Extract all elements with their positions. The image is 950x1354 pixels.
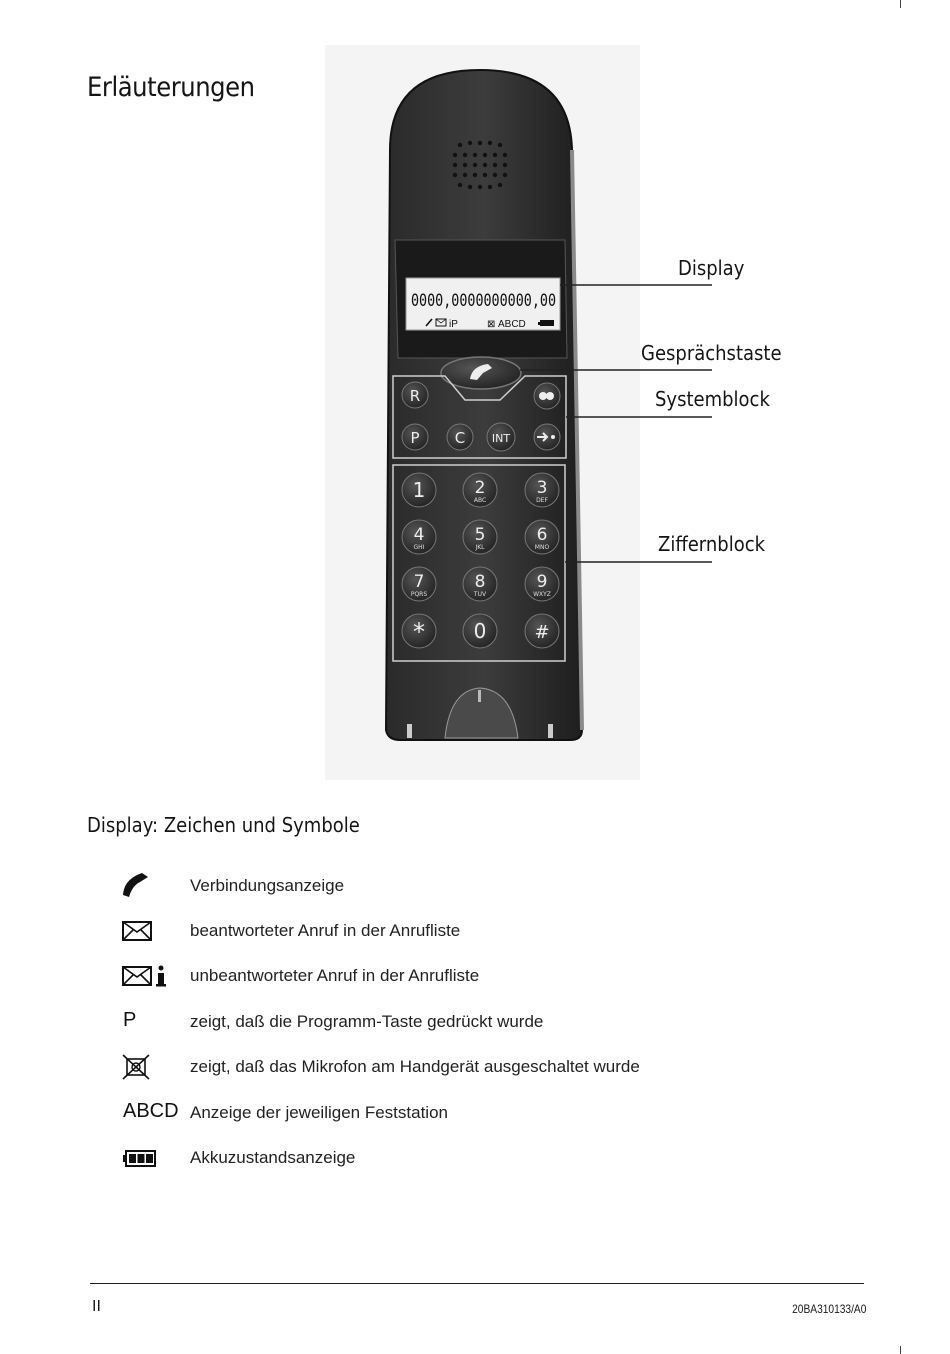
- callout-system-block: Systemblock: [655, 387, 770, 411]
- svg-text:#: #: [534, 622, 550, 643]
- svg-text:⊠: ⊠: [487, 319, 496, 330]
- key-5: [463, 520, 497, 554]
- crop-mark-bottom: [900, 1346, 901, 1354]
- svg-text:3: 3: [536, 478, 548, 498]
- callout-display: Display: [678, 256, 745, 280]
- legend-row-missed-call: [120, 959, 820, 993]
- legend-description: beantworteter Anruf in der Anrufliste: [190, 921, 461, 940]
- key-c: C: [454, 429, 466, 447]
- legend-row-battery: [120, 1141, 820, 1175]
- callout-talk-key: Gesprächstaste: [641, 341, 782, 365]
- base-station-symbol: ABCD: [123, 1100, 179, 1122]
- legend-description: Verbindungsanzeige: [190, 876, 345, 895]
- page-number: II: [92, 1298, 101, 1315]
- svg-text:MNO: MNO: [534, 544, 550, 551]
- key-r: R: [409, 387, 421, 405]
- program-symbol: P: [123, 1009, 137, 1031]
- footer-rule: [90, 1283, 864, 1284]
- lcd-digits: 0000,0000000000,00: [411, 291, 556, 311]
- mic-muted-icon: [120, 1050, 186, 1084]
- legend-description: Anzeige der jeweiligen Feststation: [190, 1103, 448, 1122]
- lcd-station-text: ABCD: [498, 319, 526, 330]
- page-title: Erläuterungen: [87, 72, 255, 103]
- legend-description: unbeantworteter Anruf in der Anrufliste: [190, 966, 480, 985]
- battery-icon: [120, 1141, 186, 1175]
- legend-row-mic-muted: [120, 1050, 820, 1084]
- symbols-section-title: Display: Zeichen und Symbole: [87, 813, 360, 837]
- legend-row-answered-call: [120, 914, 820, 948]
- lcd-status-text: iP: [449, 319, 458, 330]
- svg-text:0: 0: [473, 619, 487, 643]
- svg-text:9: 9: [536, 572, 548, 592]
- legend-row-connection: [120, 869, 820, 903]
- key-3: [525, 473, 559, 507]
- svg-text:GHI: GHI: [413, 544, 425, 551]
- svg-text:8: 8: [474, 572, 486, 592]
- legend-description: Akkuzustandsanzeige: [190, 1148, 356, 1167]
- svg-text:1: 1: [412, 478, 426, 502]
- handset-icon: [120, 869, 186, 903]
- phone-illustration: [320, 40, 800, 780]
- svg-text:JKL: JKL: [475, 544, 485, 551]
- svg-text:ABC: ABC: [473, 497, 487, 504]
- envelope-icon: [120, 914, 186, 948]
- key-star: [402, 614, 436, 648]
- legend-description: zeigt, daß die Programm-Taste gedrückt wurde: [190, 1012, 544, 1031]
- svg-text:DEF: DEF: [536, 497, 548, 504]
- envelope-info-icon: [120, 959, 186, 993]
- document-code: 20BA310133/A0: [791, 1302, 866, 1316]
- key-8: [463, 567, 497, 601]
- svg-text:WXYZ: WXYZ: [533, 591, 551, 598]
- legend-row-program-key: [120, 1005, 820, 1039]
- legend-description: zeigt, daß das Mikrofon am Handgerät ausgeschaltet wurde: [190, 1057, 640, 1076]
- svg-text:2: 2: [474, 478, 486, 498]
- svg-text:PQRS: PQRS: [410, 591, 428, 598]
- svg-text:7: 7: [413, 572, 425, 592]
- callout-keypad-block: Ziffernblock: [658, 532, 766, 556]
- key-2: [463, 473, 497, 507]
- key-p: P: [410, 429, 420, 447]
- svg-text:5: 5: [474, 525, 486, 545]
- key-int: INT: [491, 432, 511, 445]
- legend-row-base-station: [120, 1096, 820, 1130]
- key-1: [402, 473, 436, 507]
- key-6: [525, 520, 559, 554]
- key-hash: [525, 614, 559, 648]
- svg-text:TUV: TUV: [473, 591, 487, 598]
- svg-text:4: 4: [413, 525, 425, 545]
- key-0: [463, 614, 497, 648]
- crop-mark-top: [900, 0, 901, 8]
- svg-text:*: *: [413, 618, 425, 646]
- key-7: [402, 567, 436, 601]
- svg-text:6: 6: [536, 525, 548, 545]
- key-4: [402, 520, 436, 554]
- key-9: [525, 567, 559, 601]
